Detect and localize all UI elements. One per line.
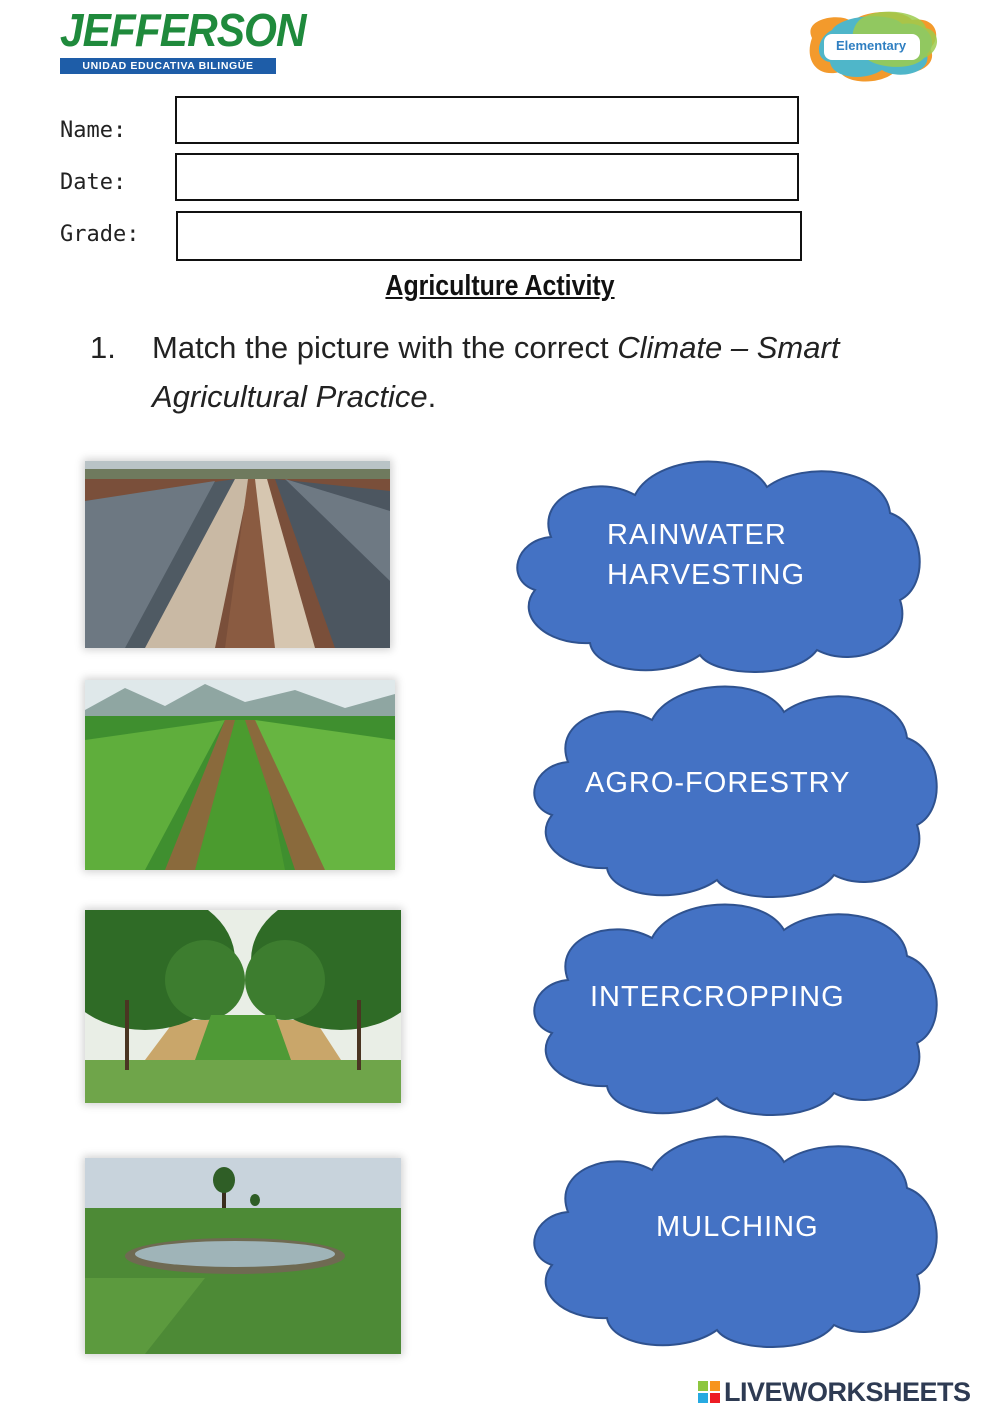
question-text-italic-1: Climate – Smart [617, 330, 840, 365]
farm-pond-photo [85, 1158, 401, 1354]
option-label: INTERCROPPING [590, 981, 845, 1013]
option-label [505, 515, 925, 595]
page-title: Agriculture Activity [385, 270, 615, 302]
question-text-continued [152, 379, 436, 415]
option-label-line1: RAINWATER [607, 519, 787, 551]
option-label-line2: HARVESTING [607, 559, 806, 591]
tree-rows-crops-photo [85, 910, 401, 1103]
option-label: MULCHING [656, 1211, 819, 1243]
grade-label: Grade: [60, 222, 140, 247]
option-cloud-mulching[interactable] [522, 1130, 942, 1350]
school-logo-name: JEFFERSON [60, 4, 306, 56]
option-cloud-agro-forestry[interactable] [522, 680, 942, 900]
option-cloud-rainwater-harvesting[interactable] [505, 455, 925, 675]
mulch-rows-photo [85, 461, 390, 648]
grade-field[interactable] [176, 211, 802, 261]
option-cloud-intercropping[interactable] [522, 898, 942, 1118]
option-label: AGRO-FORESTRY [585, 767, 851, 799]
date-field[interactable] [175, 153, 799, 201]
school-logo-subtitle: UNIDAD EDUCATIVA BILINGÜE [60, 58, 276, 74]
elementary-badge-label: Elementary [835, 38, 907, 53]
question-text-italic-2: Agricultural Practice [152, 379, 428, 414]
question-text [152, 330, 839, 366]
question-number: 1. [90, 330, 116, 365]
question-text-prefix: Match the picture with the correct [152, 330, 618, 365]
name-label: Name: [60, 118, 127, 143]
footer-brand[interactable]: LIVEWORKSHEETS [724, 1377, 971, 1407]
question-text-suffix: . [427, 379, 437, 414]
date-label: Date: [60, 170, 127, 195]
intercropping-field-photo [85, 680, 395, 870]
name-field[interactable] [175, 96, 799, 144]
liveworksheets-logo-icon [698, 1381, 720, 1403]
